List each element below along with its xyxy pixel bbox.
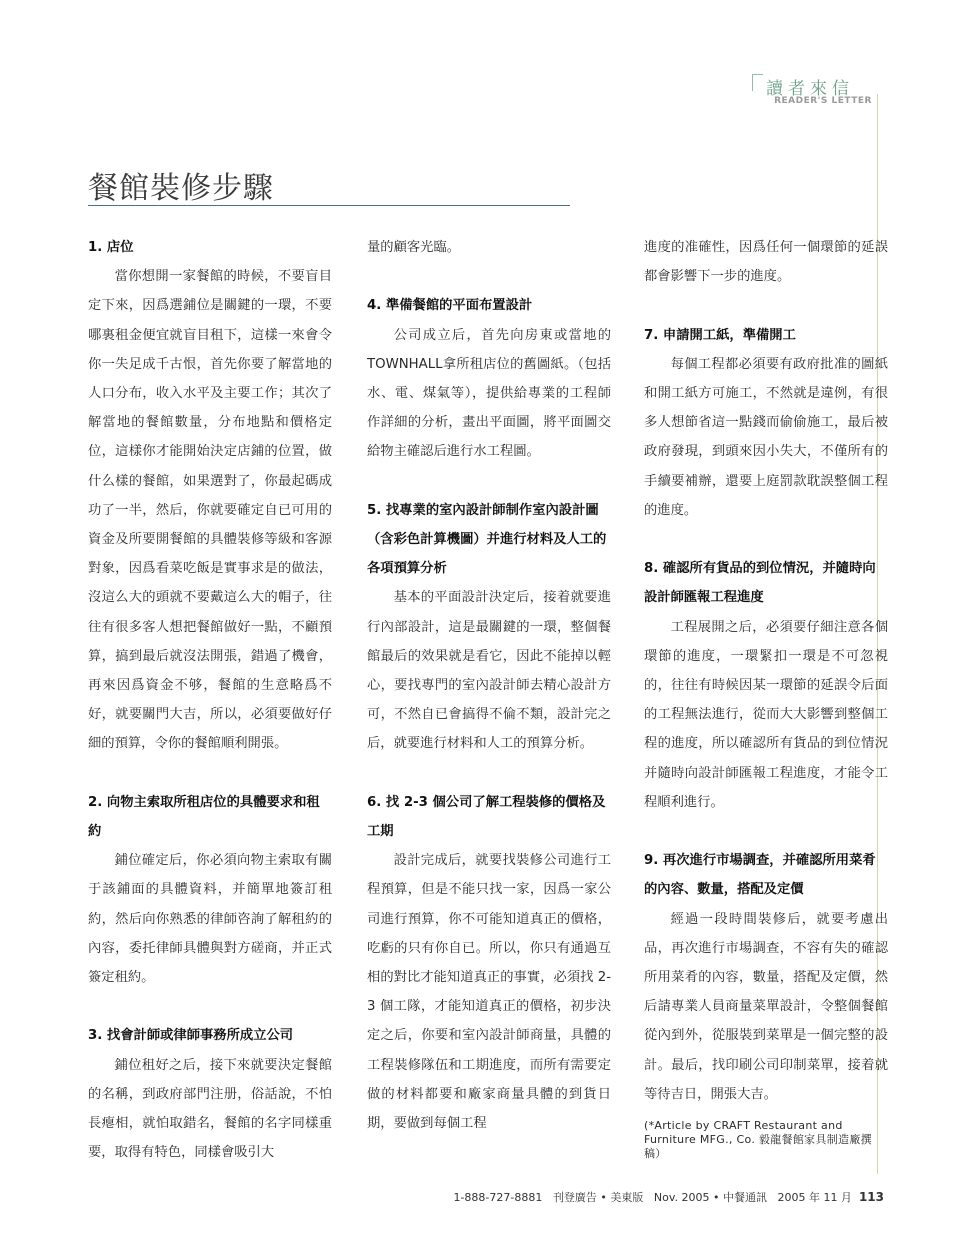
paragraph-gap bbox=[644, 817, 888, 846]
section-heading: 5. 找專業的室內設計師制作室內設計圖（含彩色計算機圖）并進行材料及人工的各項預算分析 bbox=[367, 502, 607, 577]
section-heading: 9. 再次進行市場調查，并確認所用菜肴的內容、數量，搭配及定價 bbox=[644, 853, 876, 898]
paragraph-gap bbox=[88, 759, 332, 788]
body-paragraph: 工程展開之后，必須要仔細注意各個環節的進度，一環緊扣一環是不可忽視的，往往有時候因某一環節的延誤令后面的工程無法進行，從而大大影響到整個工程的進度，所以確認所有貨品的到位情況并隨時向設計師匯報工程進度，才能令工程順利進行。 bbox=[644, 619, 888, 810]
section-heading: 3. 找會計師或律師事務所成立公司 bbox=[88, 1028, 294, 1044]
body-paragraph: 每個工程都必須要有政府批准的圖紙和開工紙方可施工，不然就是違例，有很多人想節省這一點錢而偷偷施工，最后被政府發現，到頭來因小失大，不僅所有的手續要補辦，還要上庭罰款耽誤整個工程的進度。 bbox=[644, 356, 888, 518]
body-paragraph: 當你想開一家餐館的時候，不要盲目定下來，因爲選鋪位是關鍵的一環，不要哪裏租金便宜就盲目租下，這樣一來會令你一失足成千古恨，首先你要了解當地的人口分布，收入水平及主要工作；其次了解當地的餐館數量，分布地點和價格定位，這樣你才能開始決定店鋪的位置，做什么樣的餐館，如果選對了，你最起碼成功了一半，然后，你就要確定自已可用的資金及所要開餐館的具體裝修等級和客源對象，因爲看菜吃飯是實事求是的做法，沒這么大的頭就不要戴這么大的帽子，往往有很多客人想把餐館做好一點，不顧預算，搞到最后就沒法開張，錯過了機會，再來因爲資金不够，餐館的生意略爲不好，就要關門大吉，所以，必須要做好仔細的預算，令你的餐館順利開張。 bbox=[88, 269, 332, 752]
badge-title-zh: 讀者來信 bbox=[766, 79, 854, 99]
paragraph-gap bbox=[367, 759, 611, 788]
paragraph-gap bbox=[644, 291, 888, 320]
paragraph-gap bbox=[367, 262, 611, 291]
column-3 bbox=[644, 233, 888, 1161]
section-badge bbox=[752, 74, 872, 114]
section-heading: 6. 找 2-3 個公司了解工程裝修的價格及工期 bbox=[367, 794, 606, 840]
body-paragraph: 公司成立后，首先向房東或當地的TOWNHALL拿所租店位的舊圖紙。（包括水、電、煤氣等），提供給專業的工程師作詳細的分析，畫出平面圖，將平面圖交給物主確認后進行水工程圖。 bbox=[367, 327, 611, 460]
section-heading: 8. 確認所有貨品的到位情況，并隨時向設計師匯報工程進度 bbox=[644, 561, 876, 606]
article-title: 餐館裝修步驟 bbox=[88, 171, 274, 206]
title-underline bbox=[88, 205, 570, 206]
body-paragraph: 鋪位確定后，你必須向物主索取有關于該鋪面的具體資料，并簡單地簽訂租約，然后向你熟悉的律師咨詢了解租約的內容，委托律師具體與對方磋商，并正式簽定租約。 bbox=[88, 853, 332, 986]
footer-ad-label: 刊登廣告 • 美東版 bbox=[552, 1191, 644, 1204]
paragraph-gap bbox=[367, 467, 611, 496]
section-heading: 2. 向物主索取所租店位的具體要求和租約 bbox=[88, 794, 320, 840]
body-paragraph: 基本的平面設計決定后，接着就要進行內部設計，這是最關鍵的一環，整個餐館最后的效果就是看它，因此不能掉以輕心，要找專門的室內設計師去精心設計方可，不然自已會搞得不倫不類，設計完之后，就要進行材料和人工的預算分析。 bbox=[367, 590, 611, 752]
page-number: 113 bbox=[858, 1190, 884, 1204]
badge-title-en: READER'S LETTER bbox=[774, 96, 872, 106]
article-credit: (*Article by CRAFT Restaurant and Furniture MFG., Co. 毅龍餐館家具制造廠撰稿） bbox=[644, 1119, 872, 1161]
paragraph-gap bbox=[644, 525, 888, 554]
footer-issue: Nov. 2005 • 中餐通訊 bbox=[653, 1191, 767, 1204]
section-heading: 1. 店位 bbox=[88, 240, 134, 255]
section-heading: 4. 準備餐館的平面布置設計 bbox=[367, 298, 533, 314]
body-paragraph: 設計完成后，就要找裝修公司進行工程預算，但是不能只找一家，因爲一家公司進行預算，你不可能知道真正的價格，吃虧的只有你自已。所以，你只有通過互相的對比才能知道真正的事實，必須找 2-3 個工隊，才能知道真正的價格，初步決定之后，你要和室內設計師商量，具體的工程裝修隊伍和工期進度，而所有需要定做的材料都要和廠家商量具體的到貨日期，要做到每個工程 bbox=[367, 853, 611, 1132]
footer-phone: 1-888-727-8881 bbox=[453, 1191, 543, 1204]
body-paragraph: 進度的准確性，因爲任何一個環節的延誤都會影響下一步的進度。 bbox=[644, 240, 888, 285]
column-1 bbox=[88, 233, 332, 1167]
body-paragraph: 鋪位租好之后，接下來就要決定餐館的名稱，到政府部門注册，俗話說，不怕長瘪相，就怕取錯名，餐館的名字同樣重要，取得有特色，同樣會吸引大 bbox=[88, 1057, 332, 1161]
column-2 bbox=[367, 233, 611, 1138]
page-footer bbox=[453, 1189, 884, 1205]
body-paragraph: 量的顧客光臨。 bbox=[367, 240, 461, 255]
badge-bracket bbox=[752, 74, 763, 91]
section-heading: 7. 申請開工紙，準備開工 bbox=[644, 327, 796, 343]
paragraph-gap bbox=[88, 992, 332, 1021]
footer-date: 2005 年 11 月 bbox=[777, 1191, 852, 1204]
body-paragraph: 經過一段時間裝修后，就要考慮出品，再次進行市場調查，不容有失的確認所用菜肴的內容，數量，搭配及定價，然后請專業人員商量菜單設計，令整個餐館從內到外，從服裝到菜單是一個完整的設計。最后，找印刷公司印制菜單，接着就等待吉日，開張大吉。 bbox=[644, 911, 888, 1102]
